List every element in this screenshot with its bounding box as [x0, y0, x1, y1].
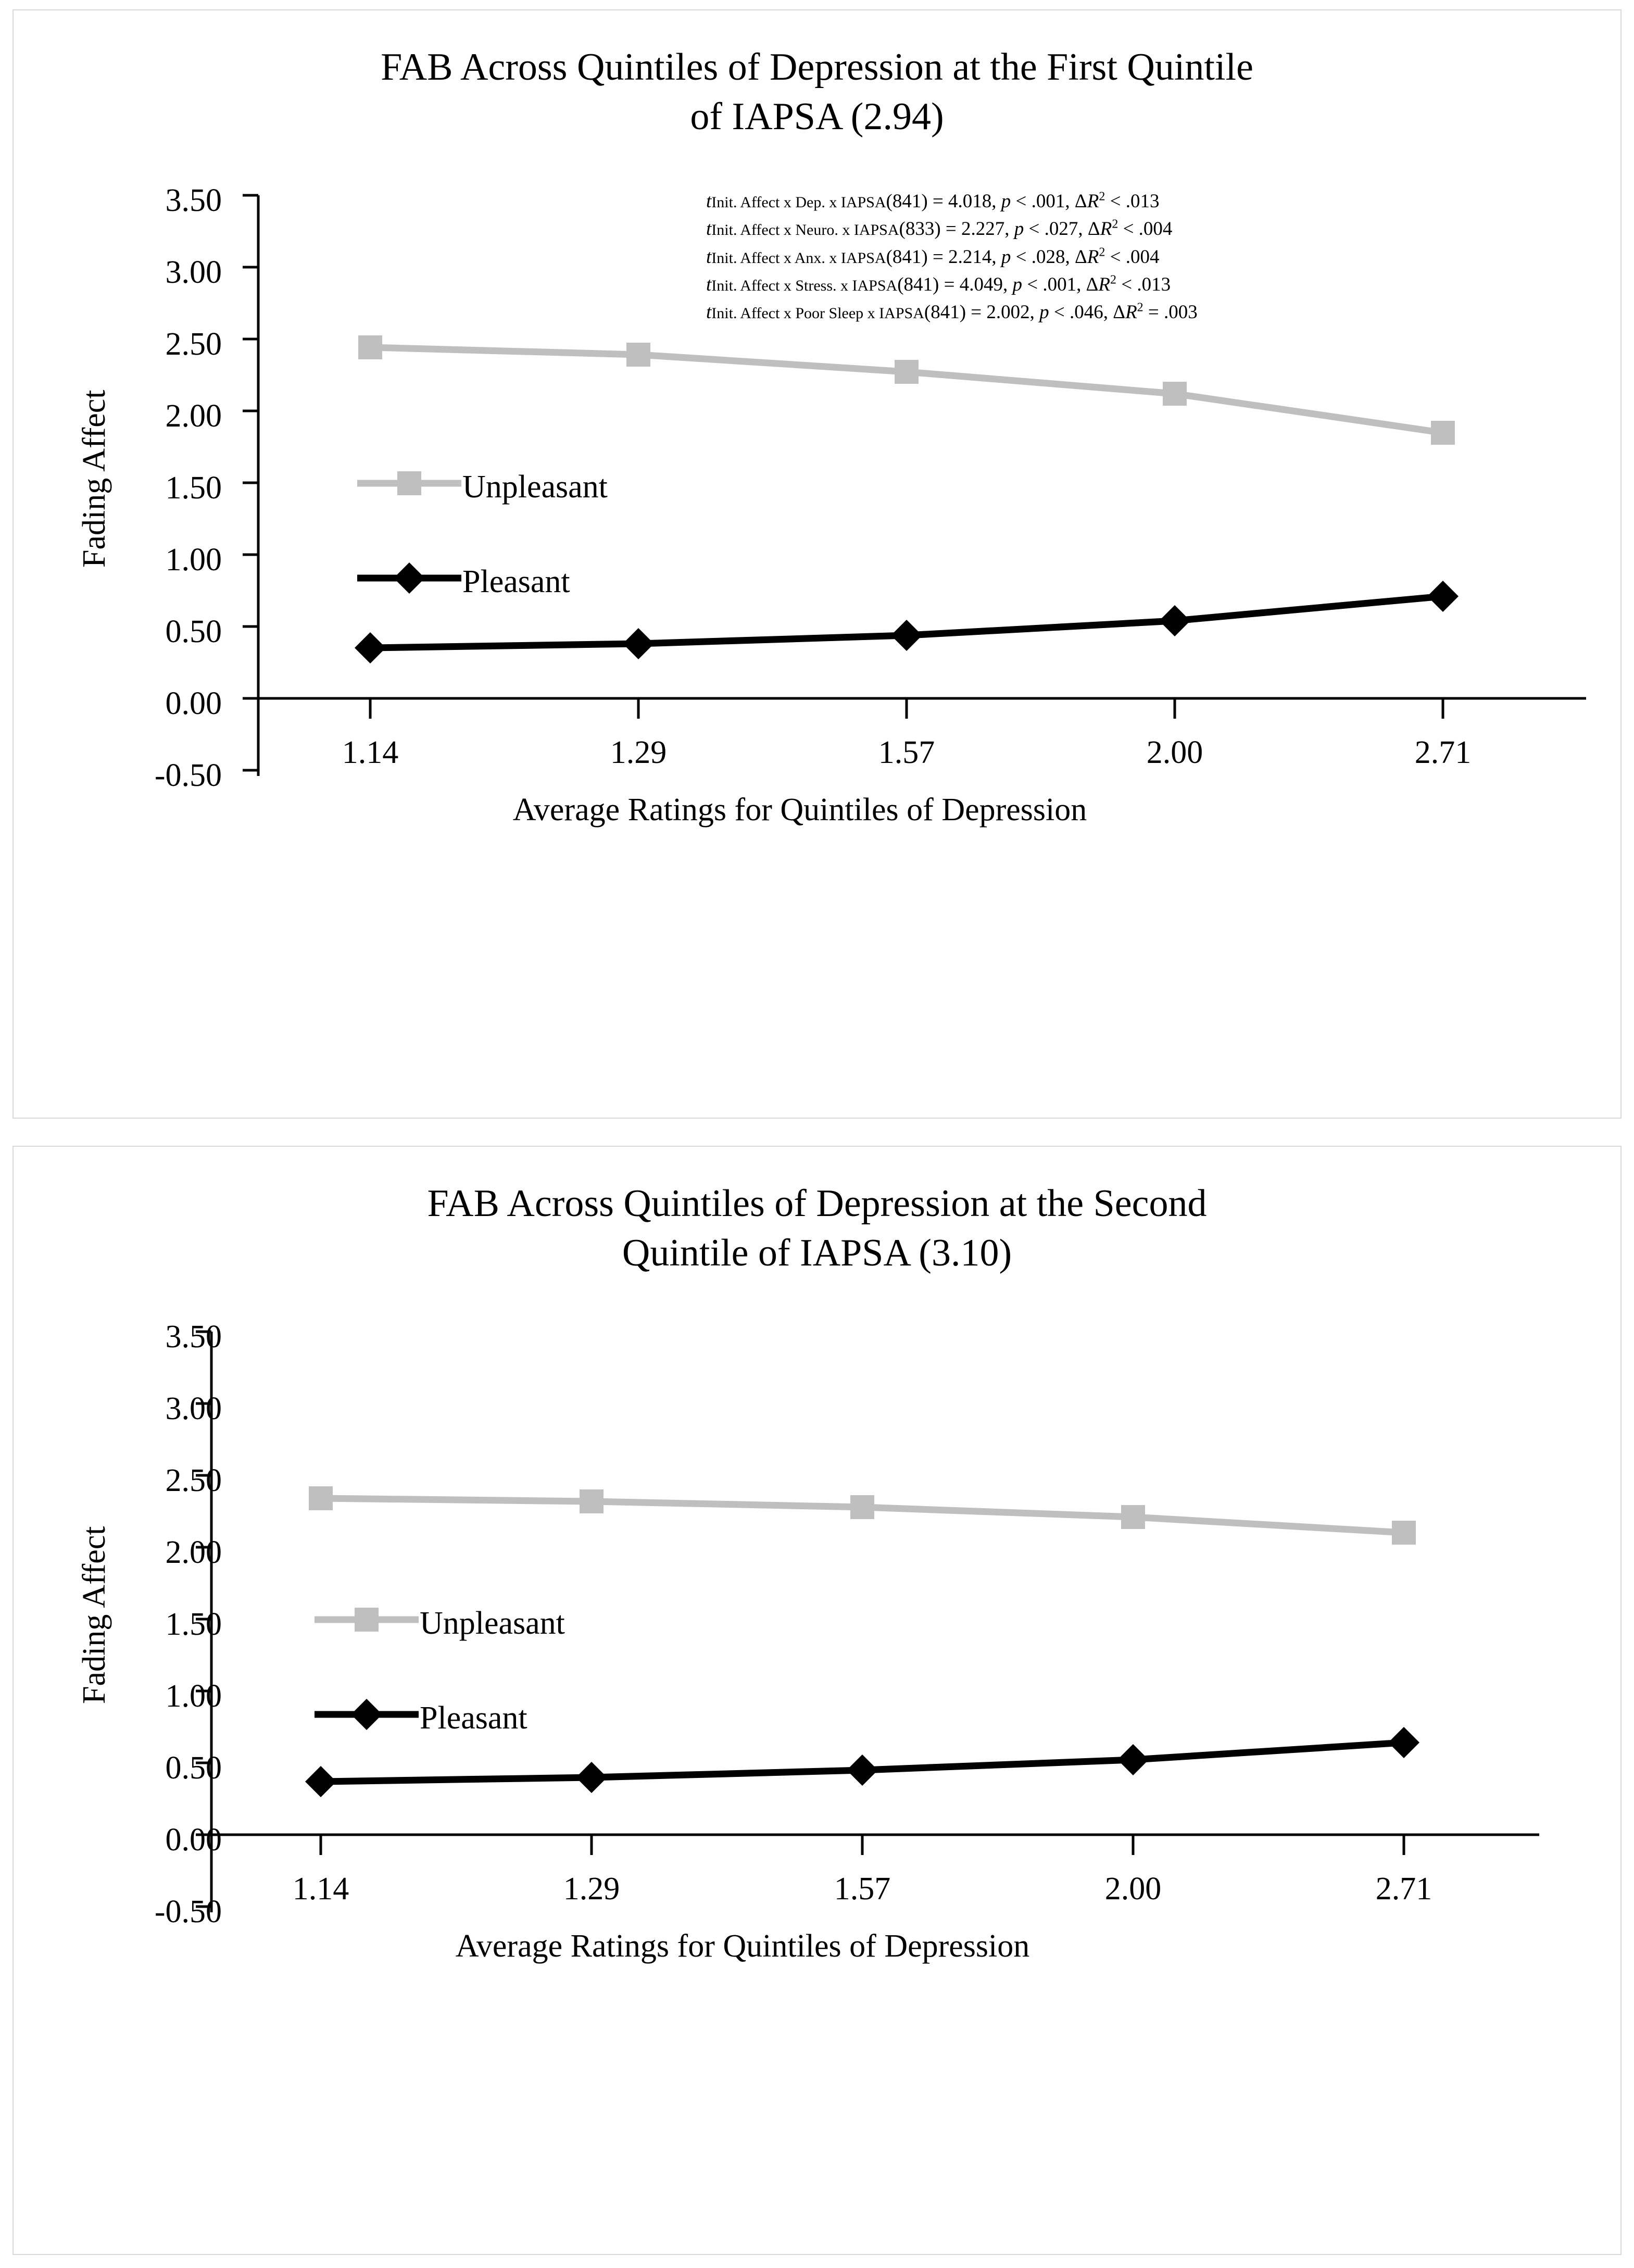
x-tick-label: 2.71 — [1375, 1871, 1432, 1907]
y-tick-label: 0.00 — [165, 1822, 222, 1858]
plot-area-2 — [14, 1147, 1620, 2254]
chart-svg-2 — [14, 1147, 1620, 2254]
data-point-pleasant — [1159, 605, 1190, 636]
chart-panel-first-quintile — [12, 9, 1622, 1119]
x-axis-label: Average Ratings for Quintiles of Depression — [455, 1928, 1030, 1964]
data-point-unpleasant — [358, 335, 382, 359]
y-tick-label: 2.00 — [165, 1535, 222, 1570]
y-tick-label: 2.50 — [165, 327, 222, 362]
y-axis-label: Fading Affect — [77, 1526, 112, 1704]
legend-label-unpleasant: Unpleasant — [462, 469, 608, 505]
y-tick-label: 0.50 — [165, 1750, 222, 1786]
chart-title-line-1: FAB Across Quintiles of Depression at the Second — [427, 1182, 1207, 1225]
data-point-pleasant — [355, 632, 386, 663]
chart-panel-second-quintile — [12, 1146, 1622, 2255]
stats-line-3: tInit. Affect x Anx. x IAPSA(841) = 2.214, p < .028, $\Delta R^2 < .004$ — [706, 245, 1160, 268]
legend-label-pleasant: Pleasant — [420, 1700, 527, 1736]
legend-label-pleasant: Pleasant — [462, 564, 570, 599]
x-tick-label: 1.14 — [292, 1871, 349, 1907]
legend-marker-pleasant-diamond — [394, 562, 425, 594]
y-tick-label: 3.00 — [165, 1391, 222, 1426]
y-tick-label: 3.50 — [165, 1319, 222, 1355]
data-point-pleasant — [847, 1755, 878, 1786]
data-point-unpleasant — [895, 360, 919, 384]
data-point-pleasant — [305, 1766, 336, 1797]
data-point-unpleasant — [580, 1489, 604, 1513]
y-tick-label: -0.50 — [154, 1894, 222, 1929]
data-point-pleasant — [1388, 1727, 1419, 1758]
y-tick-label: 1.00 — [165, 1678, 222, 1714]
y-tick-label: 1.50 — [165, 1607, 222, 1642]
chart-title-line-2: of IAPSA (2.94) — [690, 95, 944, 138]
data-point-unpleasant — [850, 1495, 874, 1519]
data-point-pleasant — [1117, 1744, 1149, 1775]
data-point-unpleasant — [1121, 1505, 1145, 1529]
y-tick-label: 3.00 — [165, 255, 222, 290]
stats-line-5: tInit. Affect x Poor Sleep x IAPSA(841) = 2.002, p < .046, $\Delta R^2 = .003$ — [706, 300, 1198, 323]
y-tick-label: 0.50 — [165, 614, 222, 649]
y-tick-label: 3.50 — [165, 183, 222, 218]
legend-label-unpleasant: Unpleasant — [420, 1606, 565, 1641]
legend-marker-pleasant-diamond — [351, 1699, 382, 1730]
y-tick-label: 0.00 — [165, 686, 222, 721]
x-tick-label: 1.57 — [834, 1871, 891, 1907]
data-point-pleasant — [623, 628, 654, 659]
x-tick-label: 1.14 — [342, 735, 399, 770]
y-tick-label: -0.50 — [154, 758, 222, 793]
x-tick-label: 2.00 — [1146, 735, 1203, 770]
x-axis-label: Average Ratings for Quintiles of Depression — [512, 792, 1087, 828]
x-tick-label: 1.29 — [610, 735, 667, 770]
data-point-pleasant — [1427, 581, 1459, 612]
data-point-pleasant — [576, 1762, 607, 1793]
chart-title-line-2: Quintile of IAPSA (3.10) — [622, 1231, 1012, 1274]
data-point-unpleasant — [1392, 1521, 1416, 1545]
data-point-unpleasant — [1163, 382, 1187, 406]
y-tick-label: 2.00 — [165, 398, 222, 434]
data-point-unpleasant — [626, 343, 650, 367]
x-tick-label: 1.29 — [563, 1871, 620, 1907]
data-point-unpleasant — [309, 1486, 333, 1510]
chart-svg-1 — [14, 10, 1620, 1118]
y-tick-label: 1.00 — [165, 542, 222, 578]
x-tick-label: 2.71 — [1414, 735, 1472, 770]
legend-marker-unpleasant-square — [355, 1608, 379, 1632]
y-tick-label: 1.50 — [165, 470, 222, 506]
chart-title-line-1: FAB Across Quintiles of Depression at the First Quintile — [381, 46, 1253, 89]
x-tick-label: 2.00 — [1104, 1871, 1162, 1907]
plot-area-1 — [14, 10, 1620, 1118]
x-tick-label: 1.57 — [878, 735, 935, 770]
data-point-pleasant — [891, 620, 922, 651]
stats-line-1: tInit. Affect x Dep. x IAPSA(841) = 4.018, p < .001, $\Delta R^2 < .013$ — [706, 190, 1160, 212]
legend-marker-unpleasant-square — [397, 471, 421, 495]
stats-line-2: tInit. Affect x Neuro. x IAPSA(833) = 2.227, p < .027, $\Delta R^2 < .004$ — [706, 217, 1173, 240]
data-point-unpleasant — [1431, 421, 1455, 445]
y-axis-label: Fading Affect — [77, 390, 112, 568]
stats-line-4: tInit. Affect x Stress. x IAPSA(841) = 4.049, p < .001, $\Delta R^2 < .013$ — [706, 273, 1171, 295]
y-tick-label: 2.50 — [165, 1463, 222, 1498]
